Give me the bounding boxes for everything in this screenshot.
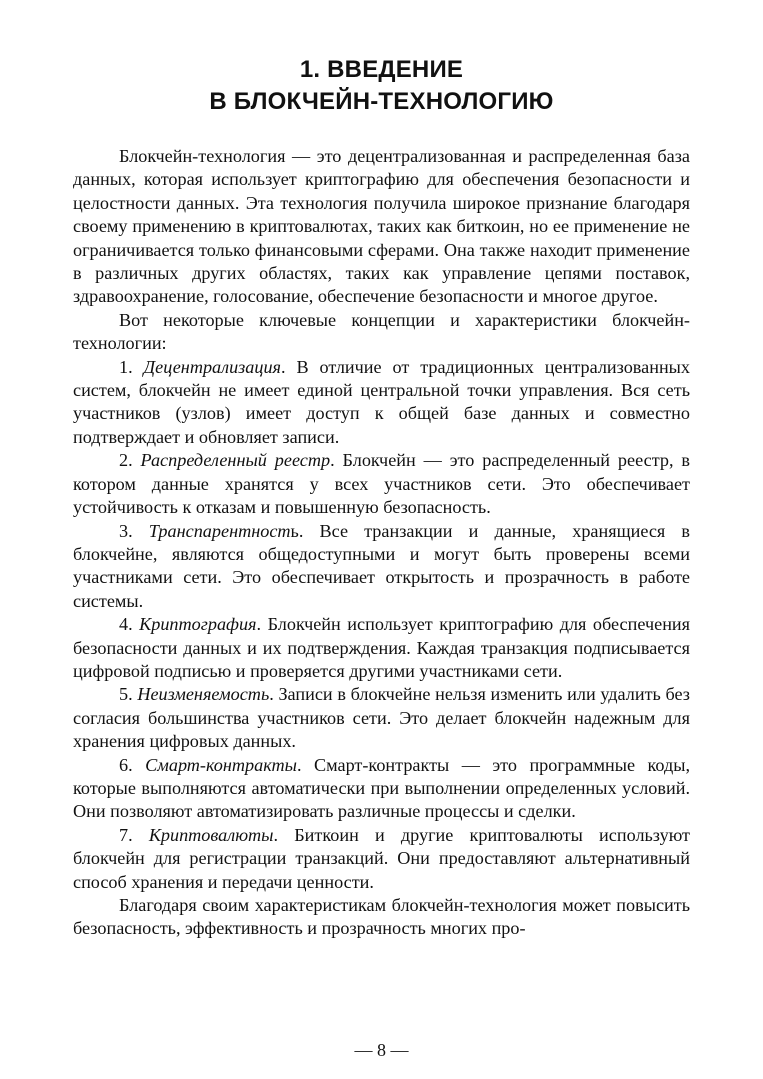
item-number: 5.	[119, 684, 133, 705]
item-number: 6.	[119, 754, 133, 775]
chapter-title	[0, 54, 763, 118]
item-separator: .	[273, 824, 279, 845]
item-number: 1.	[119, 356, 133, 377]
item-term: Децентрализация	[143, 356, 282, 377]
item-text: Смарт-контракты — это программные коды, которые выполняются автоматически при выполнении определенных условий. Они позволяют автоматизировать различные процессы и сделки.	[73, 754, 691, 822]
item-term: Криптовалюты	[148, 824, 274, 845]
item-term: Транспарентност	[148, 520, 291, 541]
intro-paragraph: Блокчейн-технология — это децентрализованная и распределенная база данных, которая использует криптографию для обеспечения безопасности и целостности данных. Эта технология получила широкое признание благодаря своему применению в криптовалютах, таких как биткоин, но ее применение не ограничивается только финансовыми сферами. Она также находит применение в различных других областях, таких как управление цепями поставок, здравоохранение, голосование, обеспечение безопасности и многое другое.	[73, 146, 690, 307]
item-separator: ь.	[290, 520, 304, 541]
item-separator: .	[269, 684, 274, 705]
item-text: Биткоин и другие криптовалюты используют блокчейн для регистрации транзакций. Они предоставляют альтернативный способ хранения и передачи ценности.	[73, 824, 691, 892]
list-item	[73, 449, 690, 519]
list-item	[73, 520, 690, 614]
page-number: — 8 —	[354, 1040, 409, 1060]
list-item	[73, 824, 690, 894]
item-term: Неизменяемость	[137, 684, 270, 705]
item-number: 3.	[119, 520, 133, 541]
item-separator: .	[330, 450, 335, 471]
item-text: Записи в блокчейне нельзя изменить или удалить без согласия большинства участников сети. Это делает блокчейн надежным для хранения цифровых данных.	[73, 684, 690, 752]
list-item	[73, 613, 690, 683]
item-text: Все транзакции и данные, хранящиеся в блокчейне, являются общедоступными и могут быть проверены всеми участниками сети. Это обеспечивает открытость и прозрачность в работе системы.	[73, 520, 691, 611]
item-term: Криптография	[139, 614, 257, 635]
chapter-title-line-1: 1. ВВЕДЕНИЕ	[299, 56, 464, 83]
item-number: 4.	[119, 614, 133, 635]
chapter-body	[73, 145, 690, 941]
item-number: 2.	[119, 450, 133, 471]
lead-paragraph: Вот некоторые ключевые концепции и характеристики блокчейн-технологии:	[73, 309, 690, 354]
item-separator: .	[281, 356, 286, 377]
item-text: В отличие от традиционных централизованных систем, блокчейн не имеет единой центральной точки управления. Вся сеть участников (узлов) имеет доступ к общей базе данных и совместно подтверждает и обновляет записи.	[73, 356, 690, 447]
list-item	[73, 683, 690, 753]
list-item	[73, 356, 690, 450]
item-text: Блокчейн использует криптографию для обеспечения безопасности данных и их подтверждения. Каждая транзакция подписывается цифровой подписью и проверяется другими участниками сети.	[73, 614, 691, 681]
item-separator: .	[256, 614, 262, 635]
closing-paragraph: Благодаря своим характеристикам блокчейн-технология может повысить безопасность, эффективность и прозрачность многих про-	[73, 895, 690, 939]
chapter-title-line-2: В БЛОКЧЕЙН-ТЕХНОЛОГИЮ	[209, 88, 554, 115]
list-item	[73, 754, 690, 824]
item-separator: .	[296, 754, 302, 775]
item-term: Смарт-контракты	[145, 754, 297, 775]
item-text: Блокчейн — это распределенный реестр, в котором данные хранятся у всех участников сети. Это обеспечивает устойчивость к отказам и повышенную безопасность.	[73, 450, 690, 518]
item-number: 7.	[119, 824, 133, 845]
item-term: Распределенный реестр	[140, 450, 331, 471]
